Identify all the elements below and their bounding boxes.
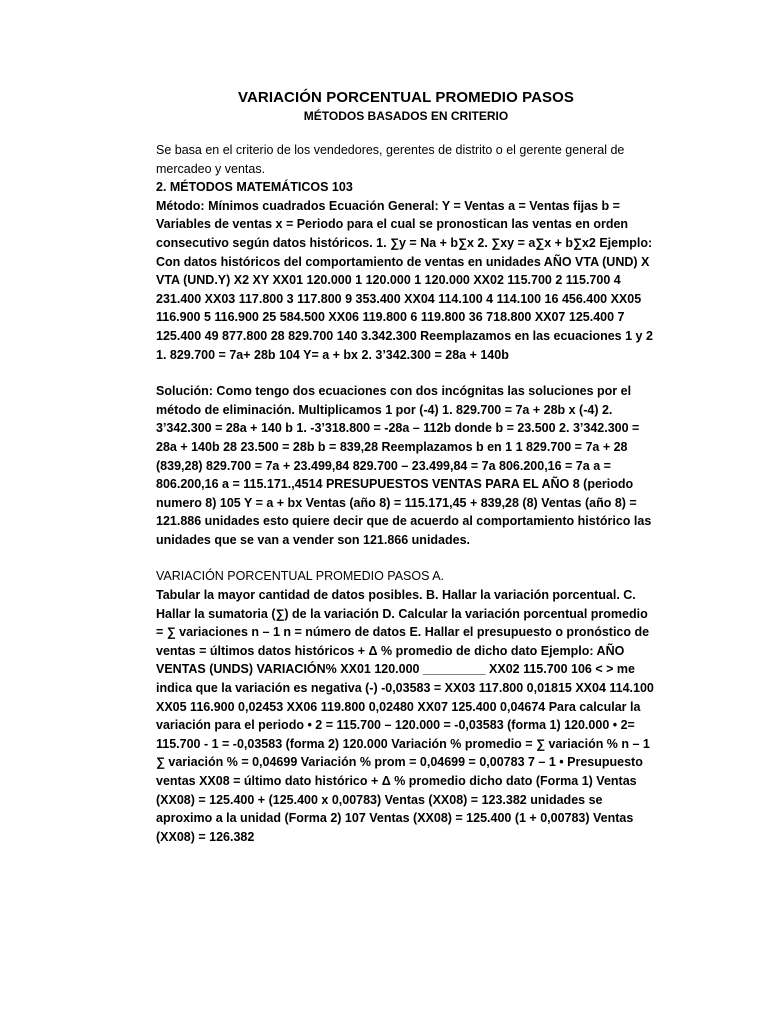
solution-paragraph: Solución: Como tengo dos ecuaciones con dos incógnitas las soluciones por el método de eliminación. Multiplicamos 1 por (-4) 1. 829.700 = 7a + 28b x (-4) 2. 3’342.300 = 28a + 140 b 1. -3’318.800 = -28a – 112b donde b = 23.500 2. 3’342.300 = 28a + 140b 28 23.500 = 28b b = 839,28 Reemplazamos b en 1 1 829.700 = 7a + 28 (839,28) 829.700 = 7a + 23.499,84 829.700 – 23.499,84 = 7a 806.200,16 = 7a a = 806.200,16 a = 115.171.,4514 PRESUPUESTOS VENTAS PARA EL AÑO 8 (periodo numero 8) 105 Y = a + bx Ventas (año 8) = 115.171,45 + 839,28 (8) Ventas (año 8) = 121.886 unidades esto quiere decir que de acuerdo al comportamiento histórico las unidades que se van a vender son 121.866 unidades. [156, 384, 652, 547]
paragraph-gap [156, 549, 656, 567]
section-heading: 2. MÉTODOS MATEMÁTICOS 103 [156, 180, 353, 195]
section2-heading: VARIACIÓN PORCENTUAL PROMEDIO PASOS A. [156, 569, 445, 584]
document-subtitle: MÉTODOS BASADOS EN CRITERIO [303, 109, 509, 123]
document-title: VARIACIÓN PORCENTUAL PROMEDIO PASOS [237, 89, 575, 106]
intro-paragraph: Se basa en el criterio de los vendedores, gerentes de distrito o el gerente general de mercadeo y ventas. [156, 143, 625, 176]
method-paragraph: Método: Mínimos cuadrados Ecuación General: Y = Ventas a = Ventas fijas b = Variables de ventas x = Periodo para el cual se pronostican las ventas en orden consecutivo según datos históricos. 1. ∑y = Na + b∑x 2. ∑xy = a∑x + b∑x2 Ejemplo: Con datos históricos del comportamiento de ventas en unidades AÑO VTA (UND) X VTA (UND.Y) X2 XY XX01 120.000 1 120.000 1 120.000 XX02 115.700 2 115.700 4 231.400 XX03 117.800 3 117.800 9 353.400 XX04 114.100 4 114.100 16 456.400 XX05 116.900 5 116.900 25 584.500 XX06 119.800 6 119.800 36 718.800 XX07 125.400 7 125.400 49 877.800 28 829.700 140 3.342.300 Reemplazamos en las ecuaciones 1 y 2 1. 829.700 = 7a+ 28b 104 Y= a + bx 2. 3’342.300 = 28a + 140b [156, 198, 653, 362]
section2-body: Tabular la mayor cantidad de datos posibles. B. Hallar la variación porcentual. C. Hallar la sumatoria (∑) de la variación D. Calcular la variación porcentual promedio = ∑ variaciones n – 1 n = número de datos E. Hallar el presupuesto o pronóstico de ventas = últimos datos históricos + Δ % promedio de dicho dato Ejemplo: AÑO VENTAS (UNDS) VARIACIÓN% XX01 120.000 _________ XX02 115.700 106 < > me indica que la variación es negativa (-) -0,03583 = XX03 117.800 0,01815 XX04 114.100 XX05 116.900 0,02453 XX06 119.800 0,02480 XX07 125.400 0,04674 Para calcular la variación para el periodo • 2 = 115.700 – 120.000 = -0,03583 (forma 1) 120.000 • 2= 115.700 - 1 = -0,03583 (forma 2) 120.000 Variación % promedio = ∑ variación % n – 1 ∑ variación % = 0,04699 Variación % prom = 0,04699 = 0,00783 7 – 1 • Presupuesto ventas XX08 = último dato histórico + Δ % promedio dicho dato (Forma 1) Ventas (XX08) = 125.400 + (125.400 x 0,00783) Ventas (XX08) = 123.382 unidades se aproximo a la unidad (Forma 2) 107 Ventas (XX08) = 125.400 (1 + 0,00783) Ventas (XX08) = 126.382 [156, 588, 654, 844]
document-page [156, 88, 656, 846]
paragraph-gap [156, 364, 656, 382]
